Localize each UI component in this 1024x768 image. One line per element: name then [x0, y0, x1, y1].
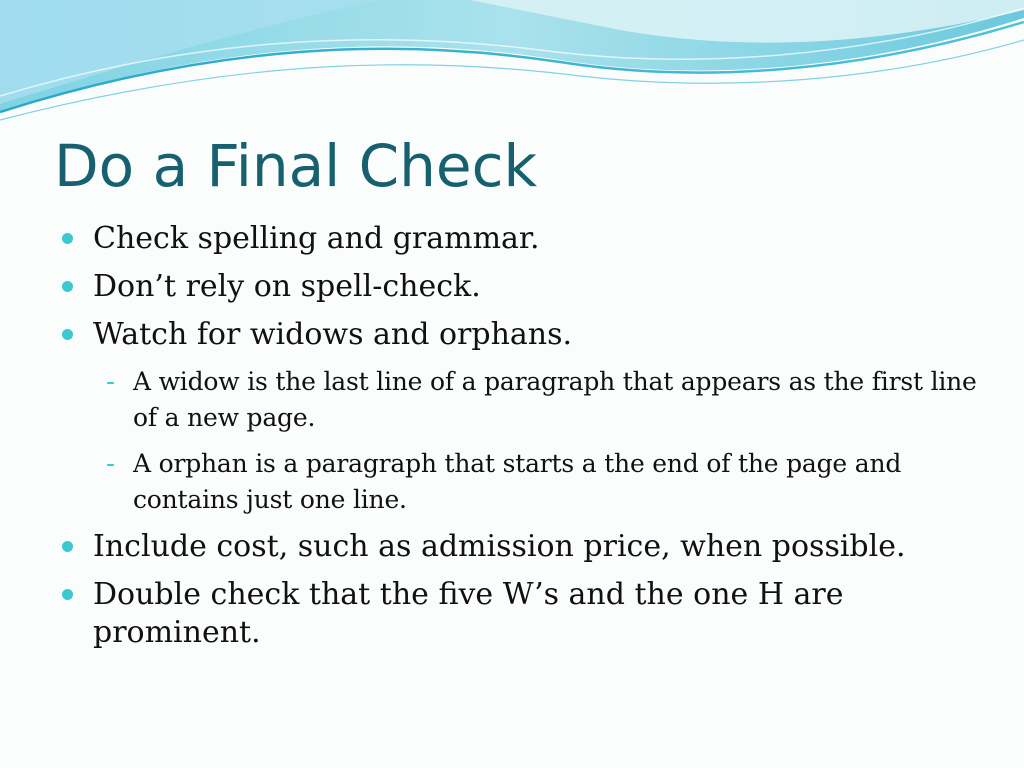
bullet-text: Check spelling and grammar. — [93, 221, 540, 256]
bullet-dot-icon — [62, 541, 73, 552]
slide-title: Do a Final Check — [54, 132, 538, 200]
bullet-item — [62, 220, 982, 258]
header-wave-decoration — [0, 0, 1024, 130]
sub-bullet-item — [102, 446, 982, 518]
dash-icon: - — [106, 367, 115, 396]
bullet-dot-icon — [62, 233, 73, 244]
bullet-text: Double check that the five W’s and the one H are prominent. — [93, 577, 844, 650]
bullet-item — [62, 576, 982, 652]
sub-bullet-text: A orphan is a paragraph that starts a the end of the page and contains just one line. — [133, 449, 902, 514]
bullet-list — [62, 220, 982, 662]
bullet-item — [62, 268, 982, 306]
bullet-text: Don’t rely on spell-check. — [93, 269, 481, 304]
bullet-item — [62, 528, 982, 566]
bullet-text: Include cost, such as admission price, when possible. — [93, 529, 906, 564]
bullet-dot-icon — [62, 589, 73, 600]
bullet-dot-icon — [62, 281, 73, 292]
bullet-dot-icon — [62, 329, 73, 340]
sub-bullet-text: A widow is the last line of a paragraph that appears as the first line of a new page. — [133, 367, 977, 432]
sub-bullet-item — [102, 364, 982, 436]
bullet-text: Watch for widows and orphans. — [93, 317, 573, 352]
dash-icon: - — [106, 449, 115, 478]
bullet-item — [62, 316, 982, 354]
